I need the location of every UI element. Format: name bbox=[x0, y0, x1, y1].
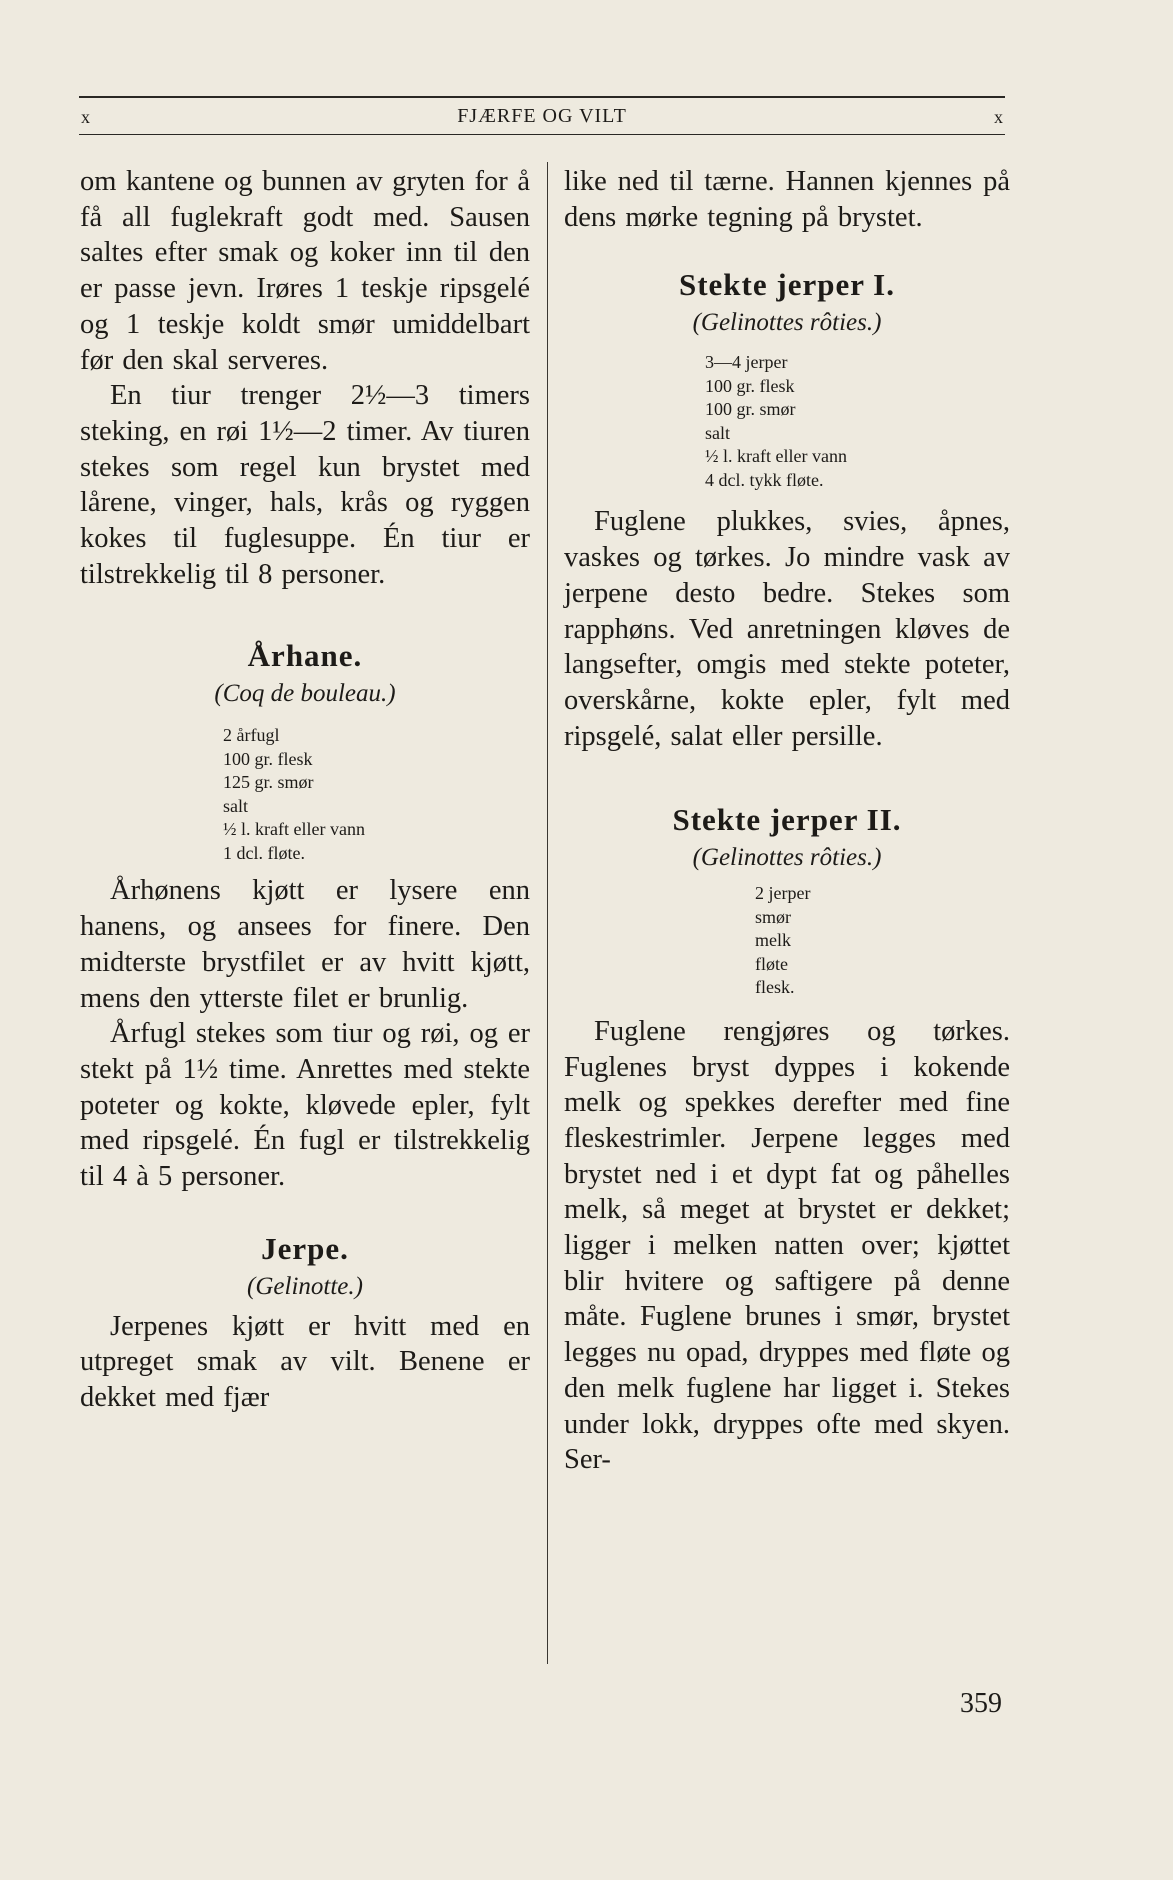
recipe-subtitle-jerpe: (Gelinotte.) bbox=[247, 1272, 363, 1300]
recipe-subtitle-arhane: (Coq de bouleau.) bbox=[214, 680, 396, 708]
ingredient-item: 2 jerper bbox=[755, 883, 811, 904]
tiur-paragraph: En tiur trenger 2½—3 timers steking, en røi 1½—2 timer. Av tiuren stekes som regel kun brystet med lårene, vinger, hals, krås og ryggen kokes til fuglesuppe. Én tiur er tilstrekkelig til 8 personer. bbox=[80, 380, 530, 590]
recipe-title-stekte-jerper-2: Stekte jerper II. bbox=[672, 802, 902, 838]
ingredient-item: 125 gr. smør bbox=[223, 772, 314, 793]
stekte-jerper-1-paragraph: Fuglene plukkes, svies, åpnes, vaskes og tørkes. Jo mindre vask av jerpene desto bedre. Stekes som rapphøns. Ved anretningen kløves de langsefter, omgis med stekte poteter, overskårne, kokte epler, fylt med ripsgelé, salat eller persille. bbox=[564, 506, 1010, 752]
header-right-mark: x bbox=[994, 107, 1003, 127]
stekte-jerper-2-paragraph: Fuglene rengjøres og tørkes. Fuglenes bryst dyppes i kokende melk og spekkes derefter med fine fleskestrimler. Jerpene legges med brystet ned i et dypt fat og påhelles melk, så meget at brystet er dekket; ligger i melken natten over; kjøttet blir hvitere og saftigere på denne måte. Fuglene brunes i smør, brystet legges nu opad, dryppes med fløte og den melk fuglene har ligget i. Stekes under lokk, dryppes ofte med skyen. Ser- bbox=[564, 1015, 1010, 1476]
running-header bbox=[79, 96, 1005, 135]
right-intro-paragraph: like ned til tærne. Hannen kjennes på dens mørke tegning på brystet. bbox=[564, 166, 1010, 233]
page-number: 359 bbox=[960, 1688, 1002, 1719]
ingredient-item: melk bbox=[755, 930, 791, 951]
ingredient-item: 100 gr. flesk bbox=[705, 375, 795, 396]
recipe-subtitle-stekte-jerper-1: (Gelinottes rôties.) bbox=[692, 309, 882, 337]
recipe-title-stekte-jerper-1: Stekte jerper I. bbox=[678, 267, 895, 303]
ingredient-list-stekte-jerper-1 bbox=[705, 351, 1010, 492]
recipe-title-jerpe: Jerpe. bbox=[261, 1230, 349, 1266]
column-divider bbox=[547, 162, 548, 1664]
ingredient-item: salt bbox=[705, 422, 730, 443]
header-left-mark: x bbox=[81, 107, 90, 127]
arhane-paragraph-1: Århønens kjøtt er lysere enn hanens, og ansees for finere. Den midterste brystfilet er av hvitt kjøtt, mens den ytterste filet er brunlig. bbox=[80, 875, 530, 1014]
ingredient-item: flesk. bbox=[755, 977, 795, 998]
recipe-subtitle-stekte-jerper-2: (Gelinottes rôties.) bbox=[692, 844, 882, 872]
arhane-paragraph-2: Årfugl stekes som tiur og røi, og er stekt på 1½ time. Anrettes med stekte poteter og kokte, kløvede epler, fylt med ripsgelé. Én fugl er tilstrekkelig til 4 à 5 personer. bbox=[80, 1018, 530, 1193]
ingredient-item: ½ l. kraft eller vann bbox=[223, 819, 365, 840]
ingredient-item: 4 dcl. tykk fløte. bbox=[705, 469, 824, 490]
jerpe-paragraph: Jerpenes kjøtt er hvitt med en utpreget smak av vilt. Benene er dekket med fjær bbox=[80, 1310, 530, 1414]
ingredient-item: 100 gr. flesk bbox=[223, 748, 313, 769]
ingredient-item: ½ l. kraft eller vann bbox=[705, 446, 847, 467]
ingredient-item: 3—4 jerper bbox=[705, 352, 788, 373]
left-intro-paragraph: om kantene og bunnen av gryten for å få all fuglekraft godt med. Sausen saltes efter smak og koker inn til den er passe jevn. Irøres 1 teskje ripsgelé og 1 teskje koldt smør umiddelbart før den skal serveres. bbox=[80, 166, 530, 376]
left-column bbox=[80, 164, 530, 1416]
ingredient-list-arhane bbox=[223, 724, 530, 865]
ingredient-list-stekte-jerper-2 bbox=[755, 882, 1010, 1000]
running-title: FJÆRFE OG VILT bbox=[457, 105, 627, 127]
ingredient-item: fløte bbox=[755, 953, 788, 974]
ingredient-item: 1 dcl. fløte. bbox=[223, 842, 305, 863]
recipe-title-arhane: Århane. bbox=[247, 638, 363, 674]
ingredient-item: 2 årfugl bbox=[223, 725, 280, 746]
right-column bbox=[564, 164, 1010, 1478]
ingredient-item: 100 gr. smør bbox=[705, 399, 796, 420]
ingredient-item: salt bbox=[223, 795, 248, 816]
ingredient-item: smør bbox=[755, 906, 791, 927]
